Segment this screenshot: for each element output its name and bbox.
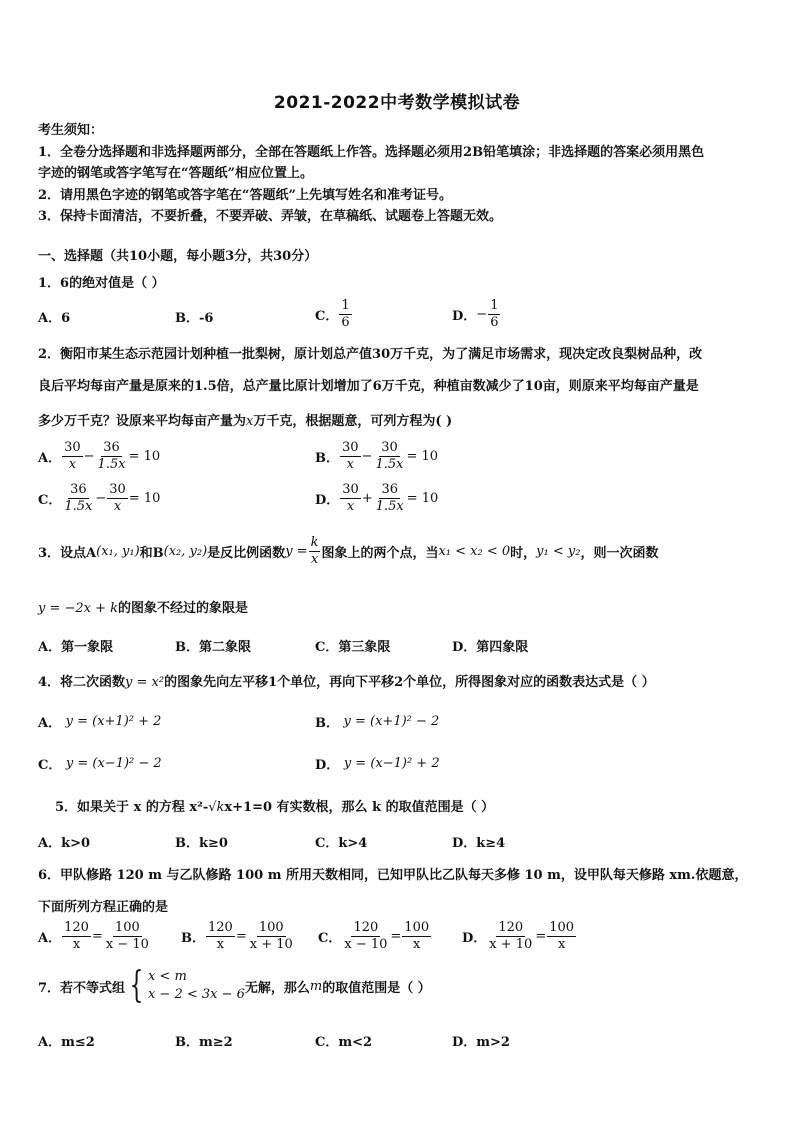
q3-option-b: B．第二象限	[175, 640, 251, 655]
q6-d-den-1: x + 10	[489, 937, 533, 952]
q1-option-c	[315, 298, 353, 331]
q6-a-num-2: 100	[114, 920, 140, 935]
notice-line-3: 3．保持卡面清洁，不要折叠，不要弄破、弄皱，在草稿纸、试题卷上答题无效。	[38, 209, 503, 224]
q7-part-c: 的取值范围是（ ）	[322, 980, 431, 996]
q6-options	[38, 920, 768, 958]
q4-part-b: 的图象先向左平移1个单位，再向下平移2个单位，所得图象对应的函数表达式是（ ）	[164, 675, 655, 690]
q4-option-b	[315, 712, 439, 731]
q2-c-num-1: 36	[70, 482, 87, 497]
q5-option-b: B．k≥0	[175, 836, 228, 851]
q1-d-num: 1	[490, 298, 499, 313]
q6-d-num-2: 100	[549, 920, 575, 935]
q2-c-op: −	[95, 491, 107, 506]
q6-d-eq: =	[535, 929, 547, 944]
q6-option-b	[181, 920, 296, 953]
q6-a-num-1: 120	[64, 920, 89, 935]
q6-a-frac-1	[62, 920, 91, 953]
q4-c-expr: y = (x−1)² − 2	[65, 756, 162, 771]
q5-sqrt-k: √k	[208, 800, 225, 815]
q1-option-b: B．-6	[175, 311, 214, 326]
q6-d-den-2: x	[557, 937, 566, 952]
q2-c-den-2: x	[113, 499, 122, 514]
q3-option-d: D．第四象限	[452, 640, 529, 655]
question-2-stem-3	[38, 410, 452, 429]
q2-a-op: −	[83, 449, 95, 464]
section-heading: 一、选择题（共10小题，每小题3分，共30分）	[38, 249, 318, 264]
q7-option-c: C．m<2	[315, 1035, 373, 1050]
q2-c-den-1: 1.5x	[64, 499, 93, 514]
q2-variable: x	[246, 414, 254, 429]
q2-b-frac-1	[340, 440, 361, 473]
q4-part-a: 4．将二次函数	[38, 675, 126, 690]
q2-options-row-2	[38, 482, 768, 520]
q3-fn-num: k	[310, 535, 319, 550]
q6-option-a	[38, 920, 152, 953]
q2-a-frac-1	[62, 440, 83, 473]
q7-inequality-1: x < m	[147, 969, 187, 984]
q4-options-row-2	[38, 754, 768, 774]
q4-b-label: B．	[315, 716, 339, 731]
q6-a-eq: =	[91, 929, 103, 944]
q2-a-rhs: = 10	[128, 449, 161, 464]
q2-d-num-1: 30	[342, 482, 359, 497]
q2-option-d	[315, 482, 438, 515]
question-3-stem-1	[38, 535, 658, 568]
q7-option-b: B．m≥2	[175, 1035, 233, 1050]
question-7-stem	[38, 965, 431, 1006]
q2-c-label: C．	[38, 493, 62, 508]
q6-c-den-2: x	[413, 937, 421, 952]
question-2-stem-1: 2．衡阳市某生态示范园计划种植一批梨树，原计划总产值30万千克，为了满足市场需求，现决定改良梨树品种，改	[38, 347, 703, 362]
q2-a-den-2: 1.5x	[97, 457, 126, 472]
q1-option-a: A．6	[38, 311, 71, 326]
q4-d-expr: y = (x−1)² + 2	[343, 756, 440, 771]
q4-c-label: C．	[38, 758, 62, 773]
q5-part-b: x+1=0 有实数根，那么 k 的取值范围是（ ）	[224, 800, 495, 815]
q1-c-den: 6	[341, 315, 350, 330]
q2-a-num-1: 30	[64, 440, 81, 455]
q3-part-e: 时，	[510, 546, 537, 561]
page-title: 2021-2022中考数学模拟试卷	[273, 93, 521, 113]
q7-option-a: A．m≤2	[38, 1035, 95, 1050]
q2-d-op: +	[361, 491, 373, 506]
q2-b-label: B．	[315, 451, 339, 466]
question-5-stem	[55, 796, 494, 815]
q2-d-den-1: x	[346, 499, 355, 514]
q5-option-a: A．k>0	[38, 836, 91, 851]
q6-c-frac-2	[402, 920, 431, 953]
question-2-stem-2: 良后平均每亩产量是原来的1.5倍，总产量比原计划增加了6万千克，种植亩数减少了10亩，则原来平均每亩产量是	[38, 379, 699, 394]
q6-c-frac-1	[342, 920, 389, 953]
q1-option-d	[452, 298, 501, 331]
q1-option-c-label: C．	[315, 309, 339, 324]
q3-options	[38, 636, 768, 656]
q5-option-c: C．k>4	[315, 836, 368, 851]
q6-b-frac-1	[206, 920, 235, 953]
q3-point-a: (x₁, y₁)	[96, 544, 140, 559]
q2-d-rhs: = 10	[406, 491, 439, 506]
q1-d-fraction	[488, 298, 500, 331]
q4-option-d	[315, 754, 440, 773]
q2-b-den-1: x	[346, 457, 354, 472]
q6-d-label: D．	[462, 931, 487, 946]
q6-c-num-1: 120	[353, 920, 379, 935]
q5-option-d: D．k≥4	[452, 836, 506, 851]
q2-b-num-2: 30	[381, 440, 398, 455]
q3-line2-text: 的图象不经过的象限是	[118, 601, 249, 616]
q3-fn-den: x	[310, 552, 319, 567]
q7-inequality-2: x − 2 < 3x − 6	[147, 987, 245, 1002]
q4-b-expr: y = (x+1)² − 2	[343, 714, 440, 729]
q6-b-eq: =	[235, 929, 247, 944]
q2-b-num-1: 30	[342, 440, 359, 455]
q4-options-row-1	[38, 712, 768, 732]
notice-line-2: 2．请用黑色字迹的钢笔或答字笔在“答题纸”上先填写姓名和准考证号。	[38, 187, 453, 203]
q2-c-rhs: = 10	[128, 491, 161, 506]
q4-function: y = x²	[125, 675, 165, 690]
question-1-options	[38, 298, 768, 334]
q6-c-num-2: 100	[404, 920, 430, 935]
q2-c-num-2: 30	[109, 482, 126, 497]
q2-d-frac-1	[340, 482, 361, 515]
q6-d-frac-2	[547, 920, 576, 953]
q2-a-den-1: x	[68, 457, 77, 472]
q2-b-den-2: 1.5x	[375, 457, 404, 472]
q3-option-a: A．第一象限	[38, 640, 114, 655]
q4-a-expr: y = (x+1)² + 2	[65, 714, 162, 729]
notice-heading: 考生须知：	[38, 123, 104, 138]
q2-b-rhs: = 10	[406, 449, 439, 464]
q2-option-a	[38, 440, 160, 473]
q6-a-frac-2	[104, 920, 151, 953]
q7-part-a: 7．若不等式组	[38, 980, 126, 996]
q3-function-fraction	[309, 535, 321, 568]
q3-linear-function: y = −2x + k	[38, 601, 119, 616]
q2-d-den-2: 1.5x	[375, 499, 404, 514]
q4-a-label: A．	[38, 716, 62, 731]
q6-c-label: C．	[318, 931, 342, 946]
notice-line-1b: 字迹的钢笔或答字笔写在“答题纸”相应位置上。	[38, 166, 313, 181]
q7-system-lines	[148, 968, 245, 1004]
q3-part-d: 图象上的两个点，当	[321, 546, 439, 561]
q7-brace: {	[129, 965, 144, 1006]
q4-d-label: D．	[315, 758, 340, 773]
question-6-stem-2: 下面所列方程正确的是	[38, 900, 169, 915]
q7-variable-m: m	[309, 978, 323, 994]
q2-b-op: −	[361, 449, 373, 464]
q1-c-num: 1	[341, 298, 350, 313]
q6-b-label: B．	[181, 931, 205, 946]
q1-d-den: 6	[490, 315, 499, 330]
q1-d-sign: −	[476, 307, 488, 322]
q2-c-frac-2	[107, 482, 128, 515]
question-6-stem-1: 6．甲队修路 120 m 与乙队修路 100 m 所用天数相同，已知甲队比乙队每天多修 10 m，设甲队每天修路 xm.依题意，	[38, 868, 748, 883]
q6-b-den-2: x + 10	[249, 937, 293, 952]
q6-a-label: A．	[38, 931, 62, 946]
notice-line-1: 1．全卷分选择题和非选择题两部分，全部在答题纸上作答。选择题必须用2B铅笔填涂；非选择题的答案必须用黑色	[38, 144, 705, 160]
q7-option-d: D．m>2	[452, 1035, 510, 1050]
q1-option-d-label: D．	[452, 309, 477, 324]
q5-part-a: 5．如果关于 x 的方程 x²-	[55, 800, 209, 815]
q2-d-num-2: 36	[381, 482, 399, 497]
q2-stem3-part-b: 万千克，根据题意，可列方程为( )	[253, 414, 453, 429]
q2-c-frac-1	[62, 482, 94, 515]
q2-options-row-1	[38, 440, 768, 478]
q4-option-a	[38, 712, 161, 731]
q6-option-c	[318, 920, 432, 953]
q3-point-b: (x₂, y₂)	[163, 544, 208, 559]
q3-function-lhs: y =	[285, 544, 308, 559]
q6-d-frac-1	[487, 920, 534, 953]
question-4-stem	[38, 671, 655, 690]
exam-notice	[38, 120, 758, 228]
q6-b-frac-2	[248, 920, 295, 953]
q1-c-fraction	[339, 298, 351, 331]
question-1-stem: 1．6的绝对值是（ ）	[38, 276, 165, 291]
q2-option-b	[315, 440, 438, 473]
q6-a-den-1: x	[72, 937, 81, 952]
q3-part-f: ，则一次函数	[580, 546, 659, 561]
q2-d-frac-2	[374, 482, 406, 515]
q6-a-den-2: x − 10	[105, 937, 149, 952]
q6-b-num-2: 100	[258, 920, 284, 935]
q6-b-den-1: x	[216, 937, 225, 952]
q3-condition-y: y₁ < y₂	[536, 544, 581, 559]
q7-part-b: 无解，那么	[244, 980, 310, 996]
q3-part-a: 3．设点A	[38, 546, 97, 561]
q7-inequality-system	[125, 965, 245, 1006]
q6-b-num-1: 120	[208, 920, 233, 935]
q2-option-c	[38, 482, 160, 515]
q4-option-c	[38, 754, 162, 773]
q5-options	[38, 832, 768, 852]
q2-a-label: A．	[38, 451, 62, 466]
q6-d-num-1: 120	[498, 920, 524, 935]
q3-condition-x: x₁ < x₂ < 0	[438, 544, 511, 559]
q2-b-frac-2	[373, 440, 405, 473]
q6-c-eq: =	[390, 929, 402, 944]
q2-d-label: D．	[315, 493, 340, 508]
q7-options	[38, 1031, 768, 1051]
question-3-stem-2	[38, 597, 248, 616]
q3-part-b: 和B	[139, 546, 164, 561]
q6-option-d	[462, 920, 577, 953]
q6-c-den-1: x − 10	[344, 937, 388, 952]
q3-option-c: C．第三象限	[315, 640, 391, 655]
q2-a-frac-2	[96, 440, 128, 473]
q2-stem3-part-a: 多少万千克？设原来平均每亩产量为	[38, 414, 247, 429]
q2-a-num-2: 36	[103, 440, 120, 455]
q3-part-c: 是反比例函数	[207, 546, 286, 561]
